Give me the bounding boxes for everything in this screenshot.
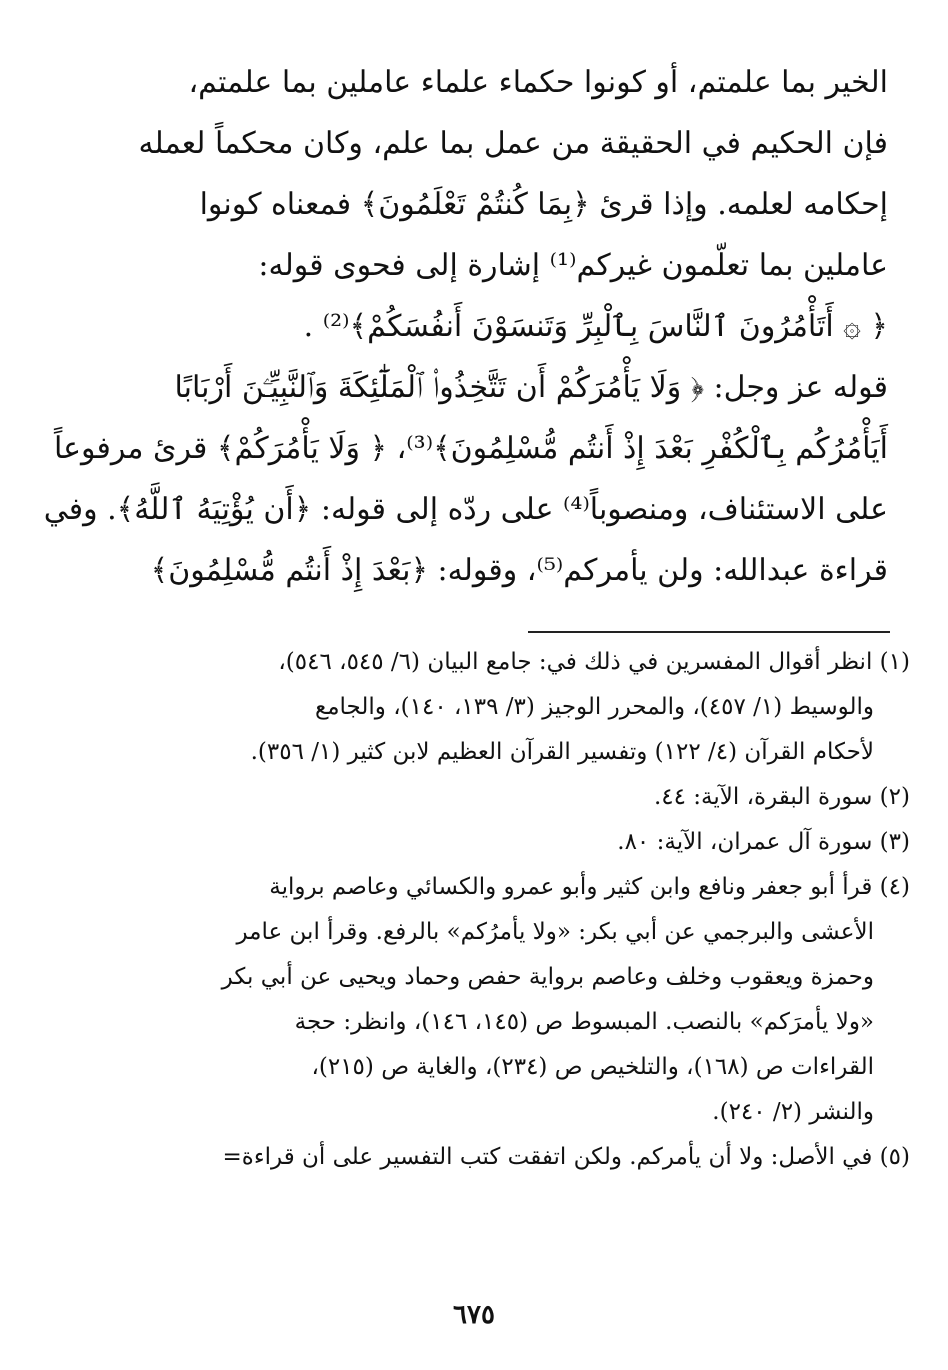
footnote-line: «ولا يأمرَكم» بالنصب. المبسوط ص (١٤٥، ١٤٦)، وانظر: حجة <box>294 1009 874 1035</box>
footnote-text: سورة البقرة، الآية: ٤٤. <box>653 784 873 810</box>
footnotes <box>120 640 910 1180</box>
footnote-number: (٣) <box>879 829 910 855</box>
footnote-line: وحمزة ويعقوب وخلف وعاصم برواية حفص وحماد ويحيى عن أبي بكر <box>221 964 874 990</box>
body-line: قراءة عبدالله: ولن يأمركم⁽⁵⁾، وقوله: ﴿بَعْدَ إِذْ أَنتُم مُّسْلِمُونَ﴾ <box>150 553 888 588</box>
footnote-line <box>120 820 910 865</box>
footnote-2 <box>120 775 910 820</box>
body-line: الخير بما علمتم، أو كونوا حكماء علماء عاملين بما علمتم، <box>188 65 888 100</box>
footnote-number: (٤) <box>879 874 910 900</box>
footnote-line <box>120 1135 910 1180</box>
main-text <box>43 52 888 601</box>
footnote-5 <box>120 1135 910 1180</box>
footnote-text: في الأصل: ولا أن يأمركم. ولكن اتفقت كتب التفسير على أن قراءة= <box>222 1144 873 1170</box>
page-number: ٦٧٥ <box>453 1300 495 1330</box>
body-line: ﴿ ۞ أَتَأْمُرُونَ ٱلنَّاسَ بِٱلْبِرِّ وَتَنسَوْنَ أَنفُسَكُمْ﴾⁽²⁾ . <box>303 309 888 344</box>
footnote-4 <box>120 865 910 1135</box>
footnote-line: القراءات ص (١٦٨)، والتلخيص ص (٢٣٤)، والغاية ص (٢١٥)، <box>311 1054 874 1080</box>
footnote-line: والنشر (٢/ ٢٤٠). <box>712 1099 874 1125</box>
footnote-number: (٥) <box>879 1144 910 1170</box>
footnote-line: الأعشى والبرجمي عن أبي بكر: «ولا يأمرُكم» بالرفع. وقرأ ابن عامر <box>236 919 874 945</box>
footnote-number: (١) <box>879 649 910 675</box>
footnote-divider <box>528 631 890 633</box>
body-line: أَيَأْمُرُكُم بِٱلْكُفْرِ بَعْدَ إِذْ أَنتُم مُّسْلِمُونَ﴾⁽³⁾، ﴿ وَلَا يَأْمُرَكُمْ﴾ قرئ مرفوعاً <box>53 431 888 466</box>
footnote-number: (٢) <box>879 784 910 810</box>
body-line: قوله عز وجل: ﴿ وَلَا يَأْمُرَكُمْ أَن تَتَّخِذُوا۟ ٱلْمَلَٰٓئِكَةَ وَٱلنَّبِيِّـۧنَ أَرْبَابًا <box>174 370 888 405</box>
footnote-line <box>120 865 910 910</box>
footnote-1 <box>120 640 910 775</box>
footnote-line <box>120 775 910 820</box>
footnote-text: سورة آل عمران، الآية: ٨٠. <box>617 829 873 855</box>
footnote-line: لأحكام القرآن (٤/ ١٢٢) وتفسير القرآن العظيم لابن كثير (١/ ٣٥٦). <box>250 739 874 765</box>
body-line: إحكامه لعلمه. وإذا قرئ ﴿بِمَا كُنتُمْ تَعْلَمُونَ﴾ فمعناه كونوا <box>199 187 888 222</box>
footnote-line: والوسيط (١/ ٤٥٧)، والمحرر الوجيز (٣/ ١٣٩، ١٤٠)، والجامع <box>314 694 874 720</box>
body-line: على الاستئناف، ومنصوباً⁽⁴⁾ على ردّه إلى قوله: ﴿أَن يُؤْتِيَهُ ٱللَّهُ﴾. وفي <box>43 492 888 527</box>
footnote-3 <box>120 820 910 865</box>
footnote-line <box>120 640 910 685</box>
footnote-text: انظر أقوال المفسرين في ذلك في: جامع البيان (٦/ ٥٤٥، ٥٤٦)، <box>278 649 873 675</box>
body-line: عاملين بما تعلّمون غيركم⁽¹⁾ إشارة إلى فحوى قوله: <box>258 248 888 283</box>
footnote-text: قرأ أبو جعفر ونافع وابن كثير وأبو عمرو والكسائي وعاصم برواية <box>269 874 873 900</box>
body-line: فإن الحكيم في الحقيقة من عمل بما علم، وكان محكماً لعمله <box>138 126 888 161</box>
